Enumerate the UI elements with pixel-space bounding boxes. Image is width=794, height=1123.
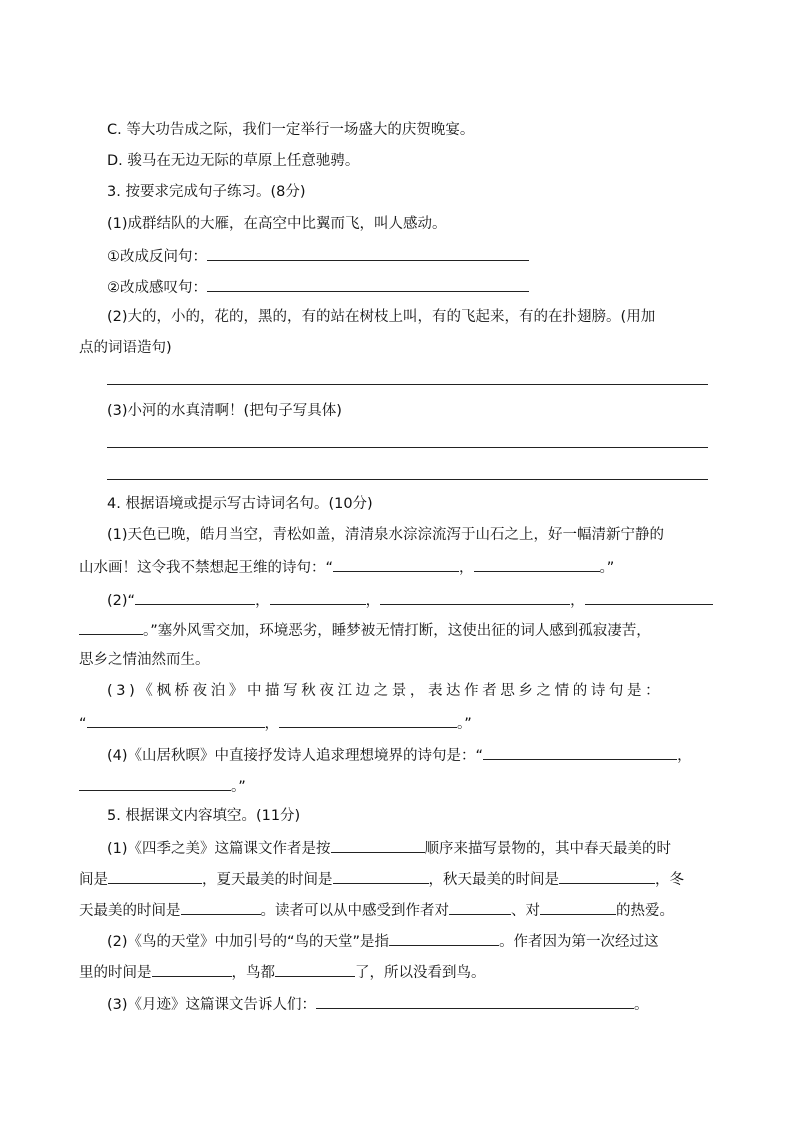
- option-c: C. 等大功告成之际，我们一定举行一场盛大的庆贺晚宴。: [107, 122, 475, 138]
- q3-sentence-2-line-2: 点的词语造句): [79, 340, 172, 356]
- q5-love-blank-1[interactable]: [449, 899, 511, 915]
- text: ，夏天最美的时间是: [202, 872, 333, 888]
- q5-bird-heaven-blank[interactable]: [389, 930, 499, 946]
- q4-p1-blank-1[interactable]: [333, 556, 459, 572]
- text: 、对: [511, 903, 540, 919]
- q3-exclamation-blank[interactable]: [207, 276, 529, 292]
- text: 。: [634, 997, 649, 1013]
- comma: ，: [365, 593, 381, 609]
- q3-answer-line-2[interactable]: [107, 447, 708, 448]
- comma: ，: [677, 748, 692, 764]
- text: 。作者因为第一次经过这: [499, 934, 659, 950]
- text: 间是: [79, 872, 108, 888]
- q5-spring-blank[interactable]: [108, 868, 202, 884]
- q3-exclamation-label: ②改成感叹句：: [107, 280, 207, 296]
- end-quote: 。”: [231, 779, 246, 795]
- q3-sentence-1: (1)成群结队的大雁，在高空中比翼而飞，叫人感动。: [107, 216, 447, 232]
- q4-p4-prompt: (4)《山居秋暝》中直接抒发诗人追求理想境界的诗句是：“: [107, 748, 484, 764]
- q5-item-1-line-3: [79, 899, 674, 921]
- text: ，秋天最美的时间是: [428, 872, 559, 888]
- q4-p1-prompt: 山水画！这令我不禁想起王维的诗句：“: [79, 560, 334, 576]
- q4-p3-blank-1[interactable]: [87, 712, 265, 728]
- q5-order-blank[interactable]: [331, 837, 425, 853]
- option-d: D. 骏马在无边无际的草原上任意驰骋。: [107, 153, 360, 169]
- q5-heading: 5. 根据课文内容填空。(11分): [107, 808, 301, 824]
- q3-exclamation-row: [107, 276, 529, 298]
- q5-time-blank[interactable]: [152, 961, 232, 977]
- q4-p3-blank-2[interactable]: [279, 712, 457, 728]
- q5-birds-blank[interactable]: [275, 961, 355, 977]
- text: 了，所以没看到鸟。: [355, 965, 486, 981]
- comma: ，: [255, 593, 270, 609]
- q4-p4-blank-2[interactable]: [79, 775, 231, 791]
- q3-rhetorical-row: [107, 245, 529, 267]
- q4-p1-blank-2[interactable]: [474, 556, 600, 572]
- q4-p2-line-2: [79, 619, 651, 641]
- q5-item-2-line-1: [107, 930, 659, 952]
- comma: ，: [264, 716, 280, 732]
- q4-p2-blank-3[interactable]: [380, 589, 570, 605]
- q3-answer-line-3[interactable]: [107, 479, 708, 480]
- q5-autumn-blank[interactable]: [559, 868, 655, 884]
- q5-moon-blank[interactable]: [316, 993, 634, 1009]
- q5-item-1-line-1: [107, 837, 671, 859]
- q3-sentence-3: (3)小河的水真清啊！(把句子写具体): [107, 403, 342, 419]
- q4-p2-blank-5[interactable]: [79, 619, 143, 635]
- text: (2)《鸟的天堂》中加引号的“鸟的天堂”是指: [107, 934, 390, 950]
- text: 的热爱。: [616, 903, 674, 919]
- q4-p2-blank-4[interactable]: [585, 589, 713, 605]
- q4-p2-tail: 。”塞外风雪交加，环境恶劣，睡梦被无情打断，这使出征的词人感到孤寂凄苦，: [143, 623, 651, 639]
- q5-item-1-line-2: [79, 868, 684, 890]
- q5-summer-blank[interactable]: [333, 868, 429, 884]
- q4-p1-line-2: [79, 556, 614, 578]
- q3-heading: 3. 按要求完成句子练习。(8分): [107, 184, 306, 200]
- q3-rhetorical-blank[interactable]: [207, 245, 529, 261]
- q4-p4-line-2: [79, 775, 246, 797]
- q3-sentence-2-line-1: (2)大的，小的，花的，黑的，有的站在树枝上叫，有的飞起来，有的在扑翅膀。(用加: [107, 309, 656, 325]
- q4-p2-line-3: 思乡之情油然而生。: [79, 652, 210, 668]
- q4-p2-prefix: (2)“: [107, 593, 136, 609]
- text: (3)《月迹》这篇课文告诉人们：: [107, 997, 317, 1013]
- text: 里的时间是: [79, 965, 152, 981]
- q4-p2-line-1: [107, 589, 713, 611]
- q4-p2-blank-1[interactable]: [135, 589, 255, 605]
- q4-p1-line-1: (1)天色已晚，皓月当空，青松如盖，清清泉水淙淙流泻于山石之上，好一幅清新宁静的: [107, 527, 665, 543]
- text: ，冬: [655, 872, 684, 888]
- q3-rhetorical-label: ①改成反问句：: [107, 249, 207, 265]
- text: ，鸟都: [231, 965, 275, 981]
- comma: ，: [570, 593, 585, 609]
- end-quote: 。”: [457, 716, 472, 732]
- open-quote: “: [79, 716, 87, 732]
- q5-winter-blank[interactable]: [181, 899, 261, 915]
- q5-item-1-text: 顺序来描写景物的，其中春天最美的时: [424, 841, 672, 857]
- q4-p2-blank-2[interactable]: [270, 589, 366, 605]
- text: 。读者可以从中感受到作者对: [260, 903, 449, 919]
- q5-love-blank-2[interactable]: [540, 899, 616, 915]
- q4-heading: 4. 根据语境或提示写古诗词名句。(10分): [107, 496, 373, 512]
- q4-p3-line-2: [79, 712, 472, 734]
- q5-item-2-line-2: [79, 961, 486, 983]
- q3-answer-line-1[interactable]: [107, 384, 708, 385]
- comma: ，: [459, 560, 474, 576]
- q4-p3-line-1: (3)《枫桥夜泊》中描写秋夜江边之景，表达作者思乡之情的诗句是：: [107, 683, 664, 699]
- q5-item-1-prompt: (1)《四季之美》这篇课文作者是按: [107, 841, 331, 857]
- end-quote: 。”: [599, 560, 615, 576]
- q4-p4-blank-1[interactable]: [483, 744, 677, 760]
- q5-item-3: [107, 993, 649, 1015]
- q4-p4-line-1: [107, 744, 692, 766]
- text: 天最美的时间是: [79, 903, 181, 919]
